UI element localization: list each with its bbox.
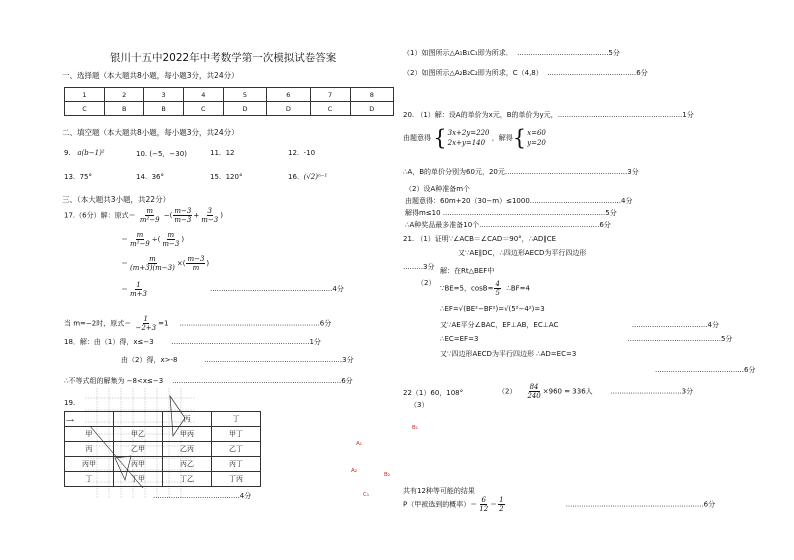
table-cell: 6 [267,88,310,102]
item-answer: 36° [151,173,165,181]
item-answer: (−5，−30) [149,150,187,158]
score-label: 4分 [621,197,633,205]
table-cell: 丁乙 [163,472,212,487]
label-a2: A₂ [351,468,357,474]
r2-text: （2）如图所示△A₂B₂C₂即为所求，C（4,8） [403,69,543,77]
q20-part2b: 解得m≤10 .........................................................................5分 [405,209,617,217]
table-cell: 丙 [163,412,212,427]
table-cell: 乙丙 [163,442,212,457]
q22-3label: （3） [410,401,429,409]
score-label: 1分 [682,111,694,119]
item-number: 11. [210,149,222,157]
item-number: 13. [64,173,76,181]
score-label: 3分 [681,387,694,396]
frac-den: 2 [499,505,504,513]
score-label: 4分 [707,321,719,329]
q18-line3: ∴不等式组的解集为 −8<x≤−3 ............................................................................6分 [64,377,353,385]
fill-item-10 [136,149,187,159]
answer-table-answers [65,102,394,116]
q17-step3: ＝ $\frac{m}{(m+3)(m-3)}$ ×( $\frac{m-3}{m}$ ) [121,255,210,272]
item-answer: 75° [79,173,93,181]
q22-1: 22（1）60，108° [403,389,464,397]
q21-2c: ∴EF=√(BE²−BF²)=√(5²−4²)=3 [440,305,545,313]
section1-heading: 一、选择题（本大题共8小题，每小题3分，共24分） [62,71,239,80]
table-cell [65,412,114,427]
table-cell: 4 [183,88,223,102]
fill-item-9 [64,149,105,157]
table-cell: 丙甲 [65,457,114,472]
q21-2label: （2） [417,279,436,287]
label-b1: B₁ [412,425,418,431]
table-cell: 8 [350,88,393,102]
q21-text: 又∵AE平分∠BAC，EF⊥AB，EC⊥AC [440,321,559,329]
equation: y=20 [527,139,546,147]
score-label: 6分 [341,377,353,385]
table-cell: 丙乙 [163,457,212,472]
q22-text: P（甲被选到的概率）＝ [403,500,478,509]
table-cell: 丁 [65,472,114,487]
table-cell: 1 [65,88,105,102]
score-label: .3分 [339,356,354,364]
q21-2d: 又∵AE平分∠BAC，EF⊥AB，EC⊥AC ..................................4分 [440,321,719,329]
item-answer: 12 [225,149,235,157]
frac-den: 12 [479,505,489,513]
item-answer: 120° [225,173,243,181]
q18-line2: 由（2）得，x>-8 ..............................................................3分 [121,356,354,364]
table-cell: D [267,102,310,116]
item-answer: (√2)ⁿ⁻¹ [303,173,328,181]
q20-text: 由题意得：60m+20（30−m）≤1000 [405,197,530,205]
table-cell [114,412,163,427]
table-cell: 7 [310,88,350,102]
fill-item-12 [288,149,315,157]
q21-text: ∵BE=5，cosB= [440,284,494,293]
item-answer: a(b−1)² [77,149,105,157]
table-cell: B [104,102,143,116]
score-label: 6分 [599,221,611,229]
answer-table [64,87,394,116]
q21-text: ∴BF=4 [506,284,530,293]
page-title: 银川十五中2022年中考数学第一次模拟试卷答案 [110,52,337,64]
q17-step4-score: .......................................................4分 [210,285,344,293]
score-label: 5分 [605,209,617,217]
score-label: .4分 [330,285,344,293]
table-cell: D [223,102,266,116]
label-a1: A₁ [356,441,362,447]
q22-3b: P（甲被选到的概率）＝ $\frac{6}{12}$ ＝ $\frac{1}{2}$ ..............................................................6分 [403,496,716,513]
q21-2e: ∴EC=EF=3 ..........................................5分 [440,335,733,343]
item-number: 15. [210,173,222,181]
score-label: .3分 [420,263,435,271]
q20-text: ∴A，B的单价分别为60元，20元. [403,168,508,176]
table-cell: C [310,102,350,116]
table-row [65,472,261,487]
frac-num: 4 [495,280,500,288]
score-label: 4分 [239,492,252,500]
table-cell: B [144,102,183,116]
table-cell: 甲乙 [114,427,163,442]
q21-line1b: 又∵AE∥DC，∴四边形AECD为平行四边形 [458,249,587,257]
equation: 3x+2y=220 [447,129,490,137]
score-label: 5分 [720,335,733,343]
q21-line1: 21. （1）证明∵∠ACB＝∠CAD＝90°，∴AD∥CE [403,235,557,243]
table-cell: 丁丙 [212,472,261,487]
table-cell: 3 [144,88,183,102]
axis-arrow-label: ⟶ [66,418,74,424]
q17-when-value: =1 [158,319,169,328]
q21-2a: 解：在Rt△BEF中 [440,267,495,275]
table-cell: 2 [104,88,143,102]
table-cell: 甲丙 [163,427,212,442]
q17-when: 当 m=−2时，原式＝ [64,319,132,328]
table-row [65,442,261,457]
table-cell: 丁 [212,412,261,427]
q18-line1: 18．解：由（1）得，x≤−3 ..............................................................1分 [64,338,321,346]
r1-text: （1）如图所示△A₁B₁C₁即为所求． [403,49,513,57]
frac-num: 1 [499,496,504,504]
table-cell: 乙甲 [114,442,163,457]
section2-heading: 二、填空题（本大题共8小题，每小题3分，共24分） [62,128,239,137]
q18-text: 18．解：由（1）得，x≤−3 [64,338,154,346]
table-cell: C [183,102,223,116]
score-label: .1分 [307,338,321,346]
item-number: 9. [64,149,71,157]
fill-item-13 [64,173,92,181]
answer-table-numbers [65,88,394,102]
q20-part2: （2）设A种准备m个 [405,185,471,193]
item-number: 10. [136,150,148,158]
q22-label: （2） [498,387,517,396]
q18-text: ∴不等式组的解集为 −8<x≤−3 [64,377,164,385]
frac-num: 84 [529,383,539,391]
fill-item-11 [210,149,235,157]
table-cell: 乙丁 [212,442,261,457]
q18-text: 由（2）得，x>-8 [121,356,178,364]
equation: 2x+y=140 [447,139,486,147]
table-row [65,457,261,472]
label-c1: C₁ [363,492,370,498]
q17-eval: 当 m=−2时，原式＝ $\frac{1}{-2+3}$ =1 ...............................................................6分 [64,315,332,332]
table-cell: 丙 [65,442,114,457]
equation: x=60 [527,129,546,137]
label-b2: B₂ [384,472,390,478]
section3-heading: 三、（本大题共3小题，共22分） [62,195,171,204]
q19-table [64,411,261,487]
q17-prefix: 17.（6分）解：原式＝ [64,211,136,220]
item-answer: -10 [303,149,316,157]
table-row [65,427,261,442]
q20-system: 由题意得 { 3x+2y=220 2x+y=140 ，解得 { x=60 y=20 [403,126,546,150]
table-cell: 丙甲 [114,457,163,472]
table-row [65,412,261,427]
fill-item-15 [210,173,242,181]
q20-result: ∴A，B的单价分别为60元，20元.......................................................3分 [403,168,639,176]
table-cell: 甲丁 [212,427,261,442]
q20-sys-label: 由题意得 [403,134,431,142]
r2-line: （2）如图所示△A₂B₂C₂即为所求，C（4,8） ........................................6分 [403,69,648,77]
q21-2f-score: ........................................6分 [655,366,756,374]
table-cell: 5 [223,88,266,102]
q19-score: .......................................4分 [64,492,252,500]
frac-den: 5 [495,289,500,297]
q20-text: 20. （1）解：设A的单价为x元，B的单价为y元， [403,111,558,119]
q17-step4: ＝ $\frac{1}{m+3}$ [121,281,147,298]
score-label: 6分 [744,366,756,374]
q20-line1: 20. （1）解：设A的单价为x元，B的单价为y元，........................................................1分 [403,111,694,119]
q17-step2: ＝ $\frac{m}{\text{m²−9}}$ ÷( $\frac{m}{m-3}$ ) [121,231,185,248]
table-cell: 甲 [65,427,114,442]
fill-item-14 [136,173,164,181]
frac-num: 6 [481,496,486,504]
r1-line: （1）如图所示△A₁B₁C₁即为所求． .........................................5分 [403,49,620,57]
table-cell: 丙丁 [212,457,261,472]
item-number: 14. [136,173,148,181]
q19-number: 19. [64,399,76,407]
q21-text: ∴EC=EF=3 [440,335,479,343]
q22-2: （2） $\frac{84}{240}$ ×960 = 336人 ................................3分 [498,383,694,400]
q22-text: ×960 = 336人 [542,387,593,396]
q20-part2a: 由题意得：60m+20（30−m）≤1000.........................................4分 [405,197,633,205]
q21-2f: 又∵四边形AECD为平行四边形 ∴AD=EC=3 [440,350,577,358]
table-cell: 丁甲 [114,472,163,487]
score-label: 6分 [636,69,648,77]
fill-item-16 [288,173,327,181]
table-cell: D [350,102,393,116]
table-cell: C [65,102,105,116]
score-label: 3分 [627,168,639,176]
item-number: 16. [288,173,300,181]
score-label: 6分 [703,500,716,509]
score-label: 5分 [608,49,620,57]
item-number: 12. [288,149,300,157]
q22-3a: 共有12种等可能的结果 [403,487,475,495]
score-label: 6分 [319,319,332,328]
q21-2b [440,280,530,297]
q20-part2c: ∴A种奖品最多准备10个......................................................6分 [405,221,611,229]
q17-step1: 17.（6分）解：原式＝ $\frac{m}{\text{m²−9}}$ −( $\frac{m-3}{m-3}$ + $\frac{3}{m-3}$ ) [64,207,223,224]
q20-text: ∴A种奖品最多准备10个. [405,221,482,229]
q20-text: 解得m≤10 [405,209,441,217]
q21-line1c: .........3分 [403,263,435,271]
frac-den: 240 [527,392,541,400]
